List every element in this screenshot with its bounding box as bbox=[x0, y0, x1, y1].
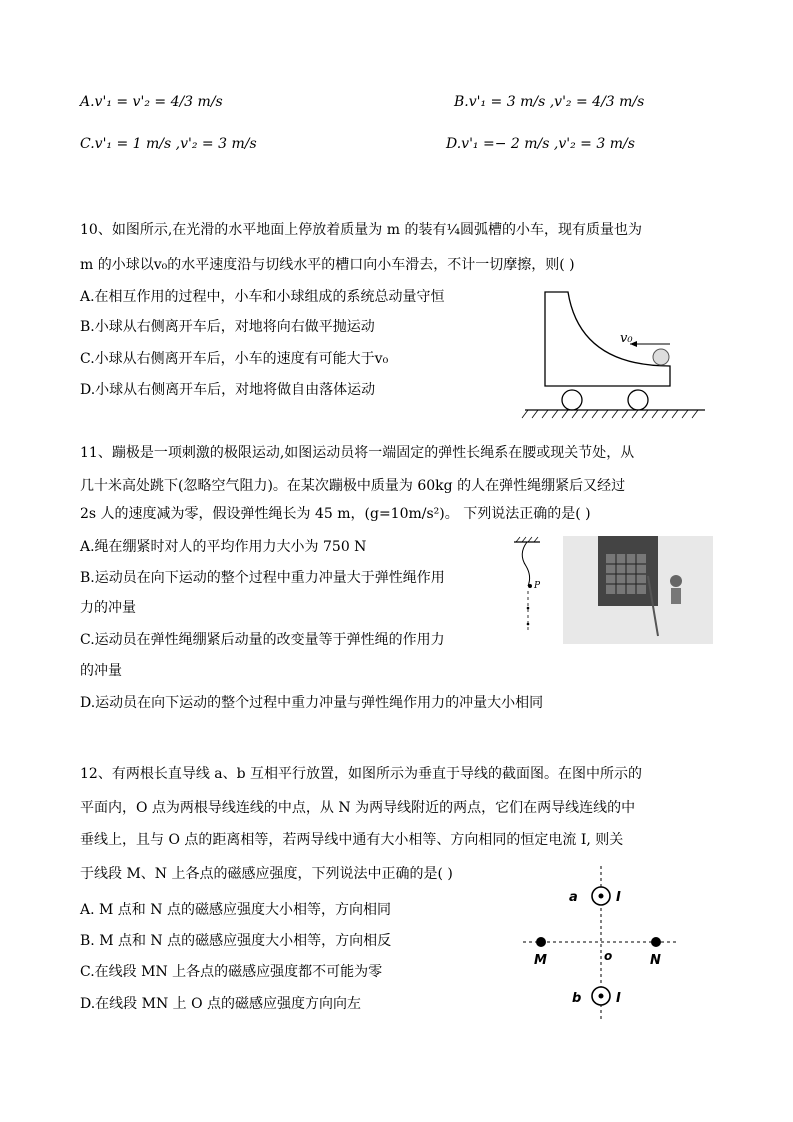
q11-stem-line2: 几十米高处跳下(忽略空气阻力)。在某次蹦极中质量为 60kg 的人在弹性绳绷紧后又经过 bbox=[80, 478, 626, 494]
q11-option-b-line2: 力的冲量 bbox=[80, 600, 136, 616]
q12-option-d: D.在线段 MN 上 O 点的磁感应强度方向向左 bbox=[80, 996, 362, 1012]
q11-option-d: D.运动员在向下运动的整个过程中重力冲量与弹性绳作用力的冲量大小相同 bbox=[80, 695, 544, 711]
q10-velocity-label: v₀ bbox=[620, 331, 633, 346]
q12-wire-b-label: b bbox=[572, 991, 582, 1006]
q10-stem-line1: 10、如图所示,在光滑的水平地面上停放着质量为 m 的装有¼圆弧槽的小车，现有质量也为 bbox=[80, 222, 643, 238]
q10-stem-line2: m 的小球以v₀的水平速度沿与切线水平的槽口向小车滑去，不计一切摩擦，则( ) bbox=[80, 257, 575, 273]
q12-stem-line1: 12、有两根长直导线 a、b 互相平行放置，如图所示为垂直于导线的截面图。在图中所示的 bbox=[80, 766, 643, 782]
q12-point-o-label: o bbox=[604, 949, 613, 963]
q10-cart-figure bbox=[520, 286, 710, 421]
q11-option-c-line1: C.运动员在弹性绳绷紧后动量的改变量等于弹性绳的作用力 bbox=[80, 632, 445, 648]
q9-option-d: D.v'₁ =− 2 m/s ,v'₂ = 3 m/s bbox=[446, 136, 635, 152]
q12-option-a: A. M 点和 N 点的磁感应强度大小相等，方向相同 bbox=[80, 902, 391, 918]
q12-point-n-label: N bbox=[650, 953, 661, 968]
q12-option-b: B. M 点和 N 点的磁感应强度大小相等，方向相反 bbox=[80, 933, 392, 949]
q12-stem-line2: 平面内，O 点为两根导线连线的中点，从 N 为两导线附近的两点，它们在两导线连线的中 bbox=[80, 800, 636, 816]
q11-option-c-line2: 的冲量 bbox=[80, 663, 122, 679]
q12-point-m-label: M bbox=[534, 953, 547, 968]
q12-wire-figure bbox=[518, 862, 688, 1022]
q11-point-p-label: P bbox=[534, 581, 541, 591]
q12-wire-a-label: a bbox=[569, 890, 578, 905]
q12-option-c: C.在线段 MN 上各点的磁感应强度都不可能为零 bbox=[80, 964, 383, 980]
q12-current-bottom-label: I bbox=[616, 991, 621, 1006]
q9-option-a: A.v'₁ = v'₂ = 4/3 m/s bbox=[80, 94, 223, 110]
q11-option-a: A.绳在绷紧时对人的平均作用力大小为 750 N bbox=[80, 539, 367, 555]
q12-stem-line4: 于线段 M、N 上各点的磁感应强度，下列说法中正确的是( ) bbox=[80, 866, 453, 882]
q10-option-a: A.在相互作用的过程中，小车和小球组成的系统总动量守恒 bbox=[80, 289, 445, 305]
q11-bungee-figure bbox=[508, 536, 713, 644]
q9-option-c: C.v'₁ = 1 m/s ,v'₂ = 3 m/s bbox=[80, 136, 257, 152]
q10-option-b: B.小球从右侧离开车后，对地将向右做平抛运动 bbox=[80, 319, 375, 335]
q9-option-b: B.v'₁ = 3 m/s ,v'₂ = 4/3 m/s bbox=[454, 94, 645, 110]
q12-current-top-label: I bbox=[616, 890, 621, 905]
q11-stem-line3: 2s 人的速度减为零，假设弹性绳长为 45 m，(g=10m/s²)。 下列说法正确的是( ) bbox=[80, 506, 591, 522]
q11-option-b-line1: B.运动员在向下运动的整个过程中重力冲量大于弹性绳作用 bbox=[80, 570, 445, 586]
q12-stem-line3: 垂线上，且与 O 点的距离相等，若两导线中通有大小相等、方向相同的恒定电流 I, 则关 bbox=[80, 832, 624, 848]
q10-option-c: C.小球从右侧离开车后，小车的速度有可能大于v₀ bbox=[80, 351, 389, 367]
q11-stem-line1: 11、蹦极是一项刺激的极限运动,如图运动员将一端固定的弹性长绳系在腰或现关节处，从 bbox=[80, 445, 635, 461]
q10-option-d: D.小球从右侧离开车后，对地将做自由落体运动 bbox=[80, 382, 376, 398]
